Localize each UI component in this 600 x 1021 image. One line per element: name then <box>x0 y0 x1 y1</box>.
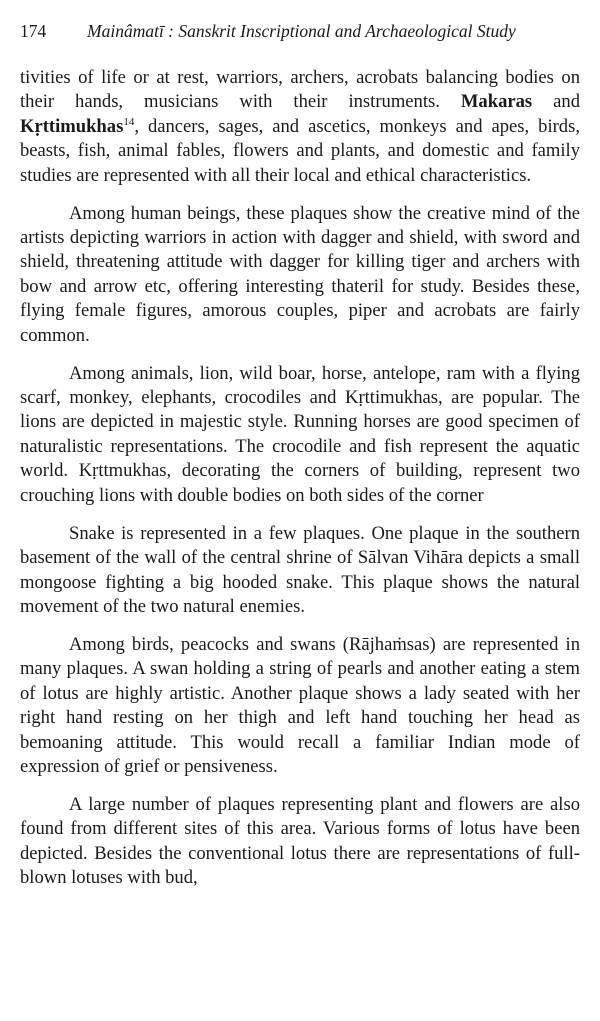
paragraph-5: Among birds, peacocks and swans (Rājhaṁsas) are represented in many plaques. A swan holding a string of pearls and another eating a stem of lotus are highly artistic. Another plaque shows a lady seated with her right hand resting on her thigh and left hand touching her head as bemoaning attitude. This would recall a familiar Indian mode of expression of grief or pensiveness. <box>20 633 580 777</box>
conjunction-and: and <box>553 91 580 113</box>
term-makaras: Makaras <box>460 91 533 113</box>
paragraph-2: Among human beings, these plaques show the creative mind of the artists depicting warriors in action with dagger and shield, with sword and shield, threatening attitude with dagger for killing tiger and archers with bow and arrow etc, offering interesting thateril for study. Besides these, flying female figures, amorous couples, piper and acrobats are fairly common. <box>20 202 580 346</box>
footnote-marker: 14 <box>123 115 135 128</box>
paragraph-1-rest: , dancers, sages, and ascetics, monkeys and apes, birds, beasts, fish, animal fables, flowers and plants, and domestic and family studies are represented with all their local and ethical characteristics. <box>20 115 580 186</box>
running-head: Mainâmatī : Sanskrit Inscriptional and Archaeological Study <box>87 21 516 41</box>
paragraph-6: A large number of plaques representing plant and flowers are also found from different sites of this area. Various forms of lotus have been depicted. Besides the conventional lotus there are representations of full- blown lotuses with bud, <box>20 793 580 889</box>
paragraph-1 <box>20 66 580 188</box>
page-header <box>20 19 582 43</box>
body-text <box>20 66 580 891</box>
paragraph-4: Snake is represented in a few plaques. One plaque in the southern basement of the wall of the central shrine of Sālvan Vihāra depicts a small mongoose fighting a big hooded snake. This plaque shows the natural movement of the two natural enemies. <box>20 522 580 617</box>
paragraph-1-intro: tivities of life or at rest, warriors, archers, acrobats balancing bodies on their hands, musicians with their instruments. <box>20 67 580 113</box>
term-krttimukhas: Kṛttimukhas <box>20 115 124 137</box>
paragraph-3: Among animals, lion, wild boar, horse, antelope, ram with a flying scarf, monkey, elephants, crocodiles and Kṛttimukhas, are popular. The lions are depicted in majestic style. Running horses are good specimen of naturalistic representations. The crocodile and fish represent the aquatic world. Kṛttmukhas, decorating the corners of building, represent two crouching lions with double bodies on both sides of the corner <box>20 362 580 506</box>
page-number: 174 <box>20 21 47 41</box>
